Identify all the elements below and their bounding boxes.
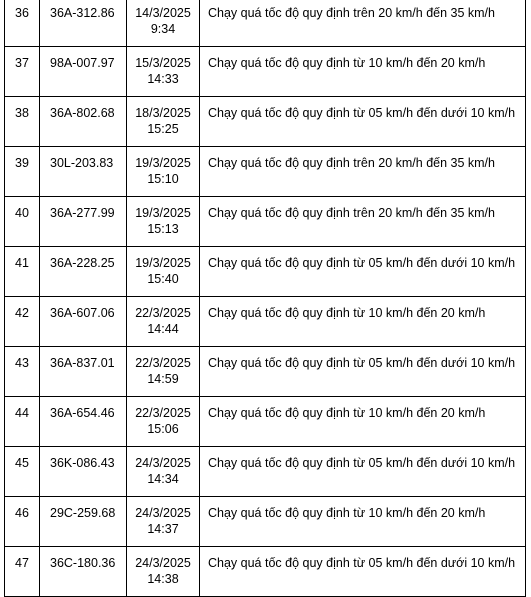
table-row (5, 47, 526, 97)
violation-description: Chạy quá tốc độ quy định từ 05 km/h đến dưới 10 km/h (208, 456, 516, 470)
row-number: 36 (15, 6, 29, 20)
license-plate: 36C-180.36 (50, 556, 116, 570)
violation-cell (200, 247, 526, 297)
datetime-cell (127, 97, 200, 147)
violation-date: 19/3/2025 (135, 156, 191, 170)
violation-date: 24/3/2025 (135, 456, 191, 470)
datetime-cell (127, 497, 200, 547)
row-number-cell (5, 197, 40, 247)
row-number-cell (5, 247, 40, 297)
table-row (5, 247, 526, 297)
violation-date: 19/3/2025 (135, 206, 191, 220)
row-number: 46 (15, 506, 29, 520)
plate-cell (40, 347, 127, 397)
violation-date: 24/3/2025 (135, 556, 191, 570)
license-plate: 36A-277.99 (50, 206, 115, 220)
violation-description: Chạy quá tốc độ quy định từ 05 km/h đến dưới 10 km/h (208, 106, 516, 120)
row-number: 47 (15, 556, 29, 570)
plate-cell (40, 97, 127, 147)
row-number: 41 (15, 256, 29, 270)
violation-cell (200, 497, 526, 547)
row-number: 37 (15, 56, 29, 70)
table-row (5, 447, 526, 497)
violation-time: 14:44 (147, 322, 179, 336)
row-number: 38 (15, 106, 29, 120)
violation-cell (200, 197, 526, 247)
row-number-cell (5, 347, 40, 397)
license-plate: 98A-007.97 (50, 56, 115, 70)
datetime-cell (127, 247, 200, 297)
license-plate: 29C-259.68 (50, 506, 116, 520)
violation-description: Chạy quá tốc độ quy định trên 20 km/h đến 35 km/h (208, 6, 495, 20)
table-row (5, 347, 526, 397)
datetime-cell (127, 347, 200, 397)
row-number: 42 (15, 306, 29, 320)
plate-cell (40, 47, 127, 97)
datetime-cell (127, 197, 200, 247)
violation-cell (200, 547, 526, 597)
row-number: 43 (15, 356, 29, 370)
datetime-cell (127, 447, 200, 497)
license-plate: 30L-203.83 (50, 156, 114, 170)
row-number-cell (5, 297, 40, 347)
violation-date: 22/3/2025 (135, 306, 191, 320)
row-number: 44 (15, 406, 29, 420)
violation-description: Chạy quá tốc độ quy định từ 10 km/h đến 20 km/h (208, 506, 486, 520)
table-row (5, 147, 526, 197)
table-row (5, 497, 526, 547)
datetime-cell (127, 547, 200, 597)
violation-description: Chạy quá tốc độ quy định từ 05 km/h đến dưới 10 km/h (208, 356, 516, 370)
row-number-cell (5, 97, 40, 147)
violation-time: 14:33 (147, 72, 179, 86)
license-plate: 36K-086.43 (50, 456, 115, 470)
table-row (5, 297, 526, 347)
violation-cell (200, 297, 526, 347)
violation-date: 19/3/2025 (135, 256, 191, 270)
violation-time: 14:37 (147, 522, 179, 536)
violation-description: Chạy quá tốc độ quy định trên 20 km/h đến 35 km/h (208, 156, 495, 170)
violation-description: Chạy quá tốc độ quy định từ 05 km/h đến dưới 10 km/h (208, 256, 516, 270)
violation-description: Chạy quá tốc độ quy định từ 10 km/h đến 20 km/h (208, 406, 486, 420)
plate-cell (40, 247, 127, 297)
plate-cell (40, 547, 127, 597)
row-number-cell (5, 447, 40, 497)
violation-time: 9:34 (150, 22, 176, 36)
row-number-cell (5, 397, 40, 447)
table-row (5, 547, 526, 597)
violation-cell (200, 97, 526, 147)
violation-time: 15:13 (147, 222, 179, 236)
plate-cell (40, 197, 127, 247)
table-row (5, 97, 526, 147)
violation-time: 15:40 (147, 272, 179, 286)
violation-cell (200, 0, 526, 47)
license-plate: 36A-228.25 (50, 256, 115, 270)
row-number-cell (5, 147, 40, 197)
violation-date: 18/3/2025 (135, 106, 191, 120)
violation-cell (200, 347, 526, 397)
violation-date: 22/3/2025 (135, 356, 191, 370)
row-number-cell (5, 497, 40, 547)
row-number-cell (5, 0, 40, 47)
violation-cell (200, 147, 526, 197)
plate-cell (40, 497, 127, 547)
violation-date: 14/3/2025 (135, 6, 191, 20)
table-row (5, 197, 526, 247)
violation-date: 24/3/2025 (135, 506, 191, 520)
datetime-cell (127, 0, 200, 47)
row-number: 39 (15, 156, 29, 170)
violation-description: Chạy quá tốc độ quy định trên 20 km/h đến 35 km/h (208, 206, 495, 220)
violation-cell (200, 447, 526, 497)
violation-date: 15/3/2025 (135, 56, 191, 70)
license-plate: 36A-607.06 (50, 306, 115, 320)
violation-time: 15:10 (147, 172, 179, 186)
violation-cell (200, 47, 526, 97)
plate-cell (40, 297, 127, 347)
violation-time: 14:38 (147, 572, 179, 586)
violation-time: 14:59 (147, 372, 179, 386)
table-row (5, 397, 526, 447)
violation-time: 15:25 (147, 122, 179, 136)
violation-time: 14:34 (147, 472, 179, 486)
violation-date: 22/3/2025 (135, 406, 191, 420)
license-plate: 36A-802.68 (50, 106, 115, 120)
row-number: 45 (15, 456, 29, 470)
plate-cell (40, 147, 127, 197)
datetime-cell (127, 297, 200, 347)
violation-time: 15:06 (147, 422, 179, 436)
plate-cell (40, 447, 127, 497)
license-plate: 36A-312.86 (50, 6, 115, 20)
violations-table (4, 0, 526, 597)
datetime-cell (127, 397, 200, 447)
plate-cell (40, 0, 127, 47)
row-number: 40 (15, 206, 29, 220)
violation-description: Chạy quá tốc độ quy định từ 05 km/h đến dưới 10 km/h (208, 556, 516, 570)
row-number-cell (5, 47, 40, 97)
row-number-cell (5, 547, 40, 597)
table-row (5, 0, 526, 47)
violation-description: Chạy quá tốc độ quy định từ 10 km/h đến 20 km/h (208, 56, 486, 70)
datetime-cell (127, 147, 200, 197)
datetime-cell (127, 47, 200, 97)
license-plate: 36A-837.01 (50, 356, 115, 370)
plate-cell (40, 397, 127, 447)
license-plate: 36A-654.46 (50, 406, 115, 420)
violation-cell (200, 397, 526, 447)
violations-table-body (5, 0, 526, 597)
violation-description: Chạy quá tốc độ quy định từ 10 km/h đến 20 km/h (208, 306, 486, 320)
